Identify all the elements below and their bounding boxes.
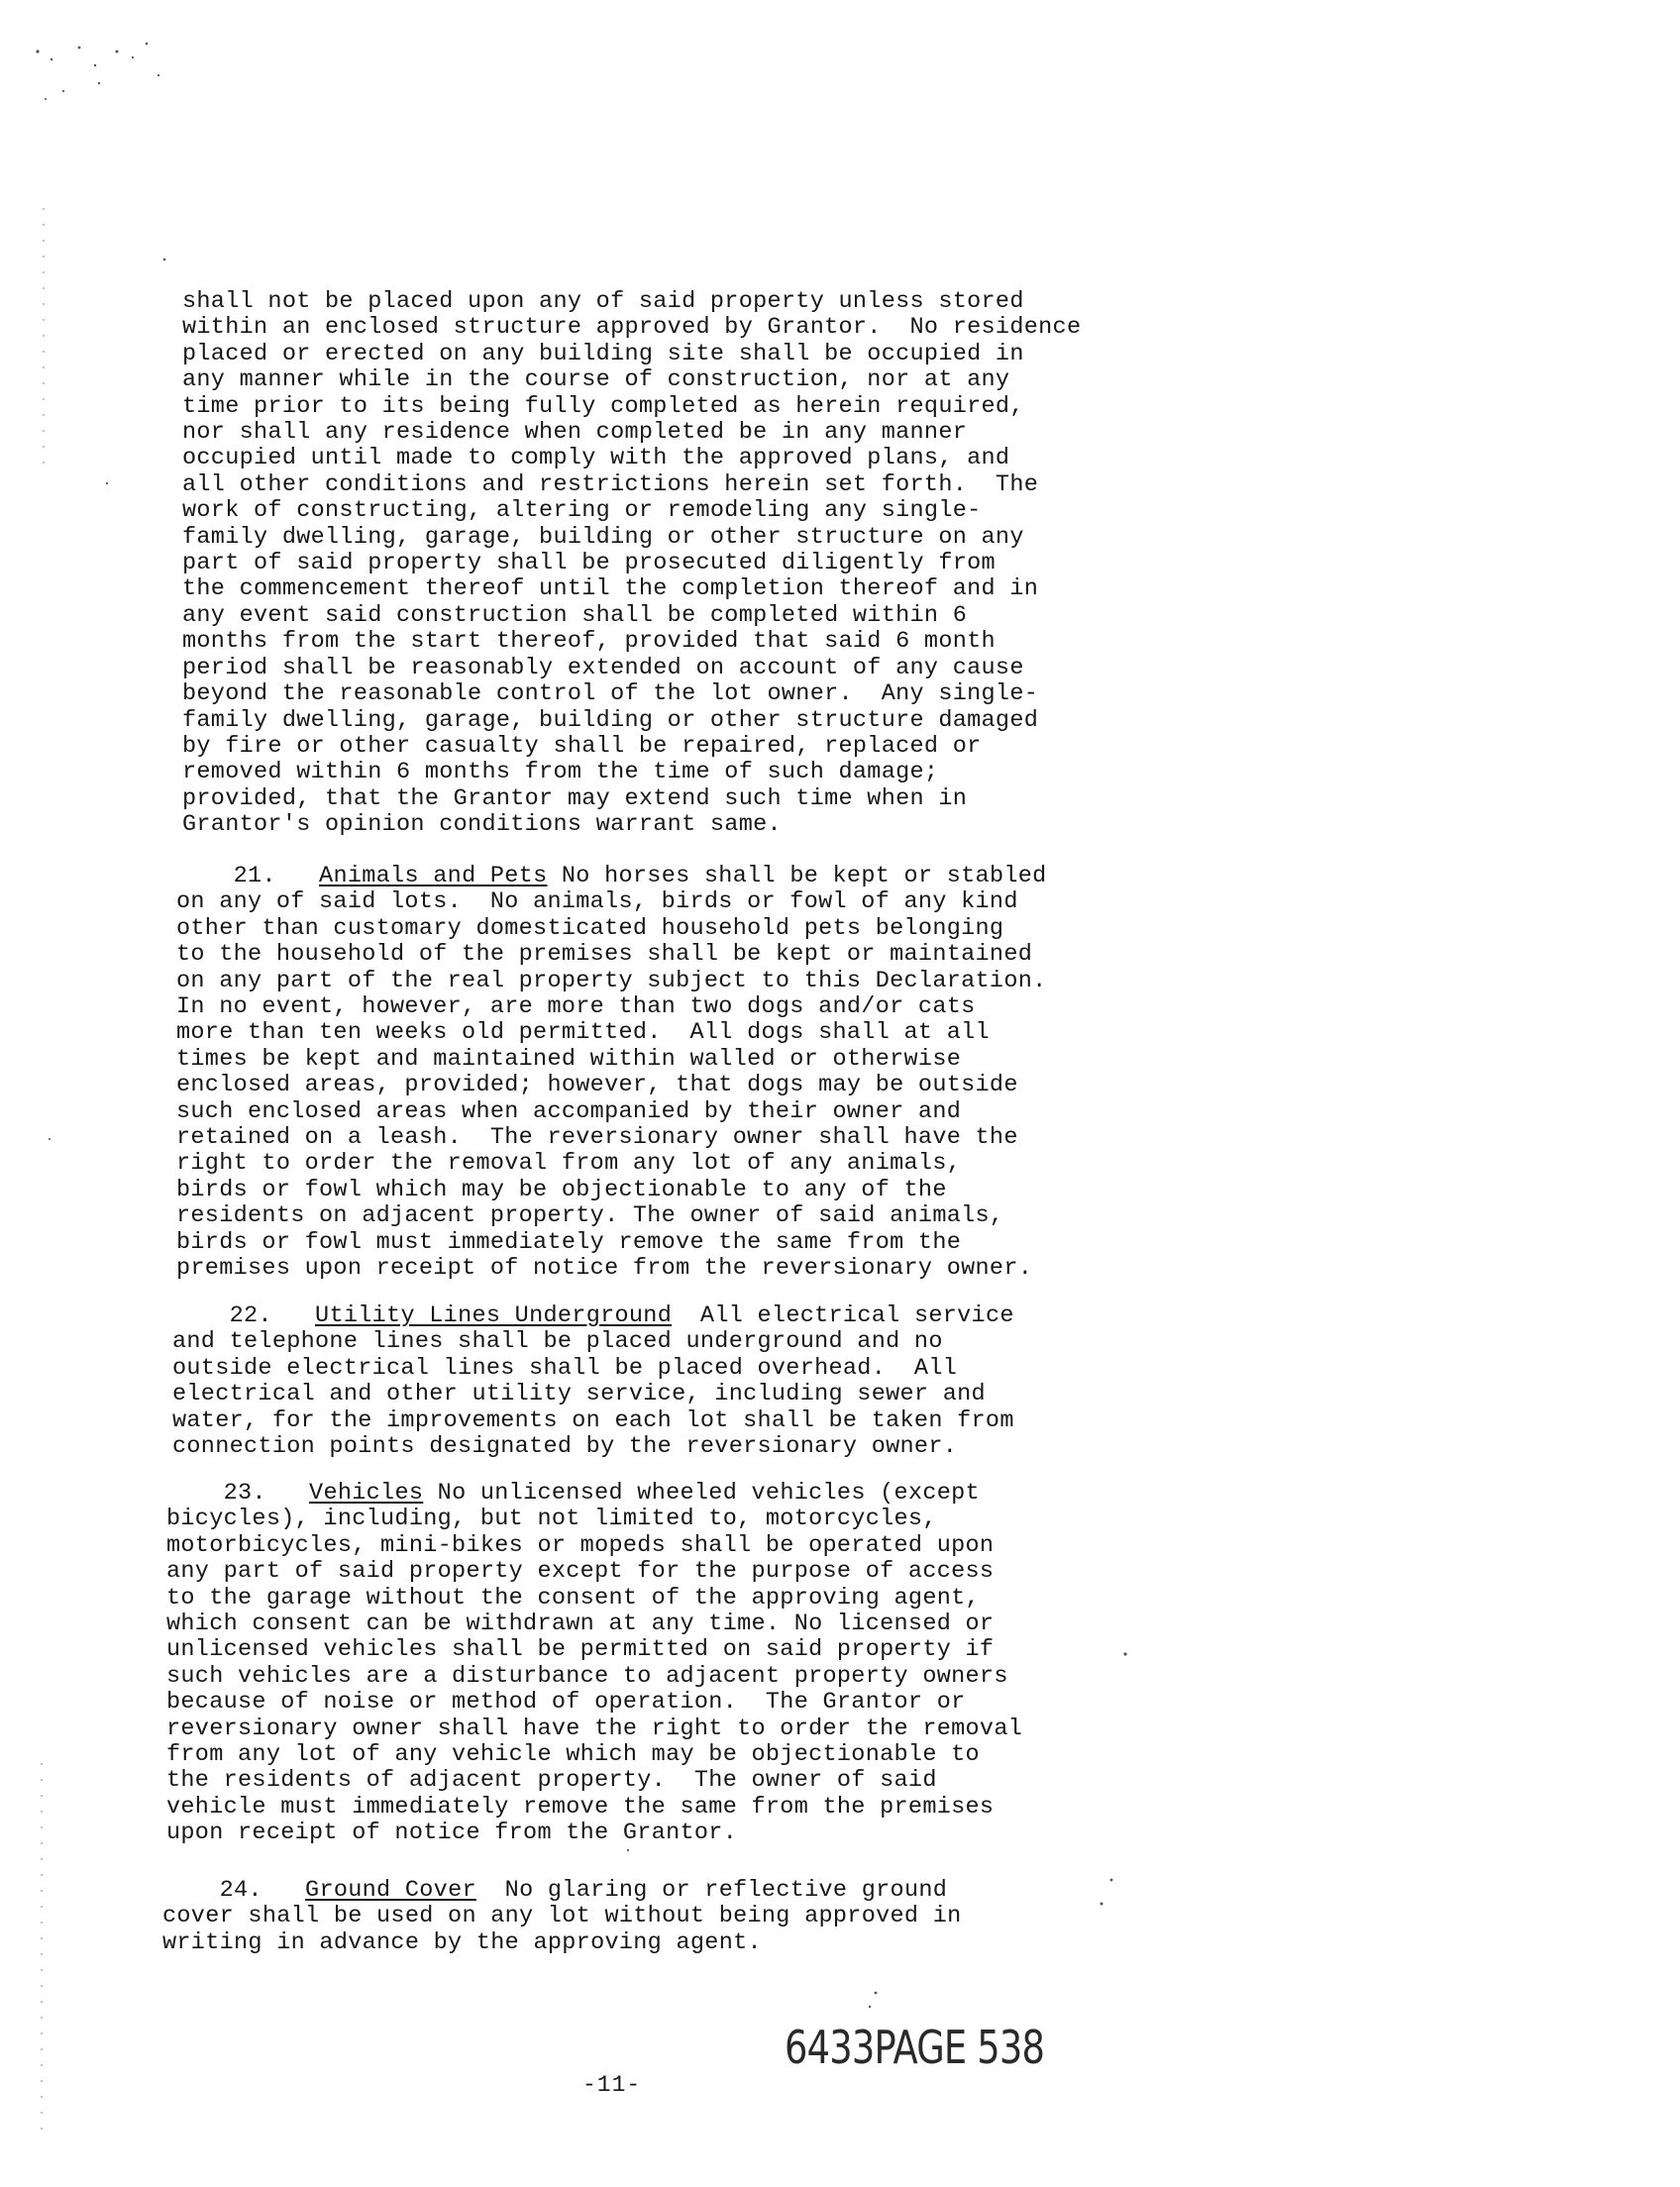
paragraph-continuation xyxy=(182,289,1193,839)
section-22-utility-lines-underground xyxy=(172,1303,1183,1460)
text-line: family dwelling, garage, building or other structure damaged xyxy=(182,706,1039,734)
text-line: upon receipt of notice from the Grantor. xyxy=(166,1820,738,1847)
text-line: provided, that the Grantor may extend such time when in xyxy=(182,784,968,812)
text-line: right to order the removal from any lot of any animals, xyxy=(176,1150,962,1178)
text-line: within an enclosed structure approved by Grantor. No residence xyxy=(182,314,1082,342)
text-line: months from the start thereof, provided that said 6 month xyxy=(182,628,996,656)
text-line: such vehicles are a disturbance to adjacent property owners xyxy=(166,1662,1008,1690)
section-first-line-text: No horses shall be kept or stabled xyxy=(547,863,1047,889)
text-line: such enclosed areas when accompanied by their owner and xyxy=(176,1097,962,1125)
section-number: 22. xyxy=(229,1302,272,1329)
section-number: 24. xyxy=(219,1877,262,1904)
text-line: outside electrical lines shall be placed overhead. All xyxy=(172,1354,958,1382)
text-line: placed or erected on any building site shall be occupied in xyxy=(182,340,1024,367)
text-line: to the garage without the consent of the approving agent, xyxy=(166,1584,980,1612)
section-heading: Utility Lines Underground xyxy=(315,1302,673,1329)
text-line: the residents of adjacent property. The owner of said xyxy=(166,1767,937,1795)
text-line: occupied until made to comply with the approved plans, and xyxy=(182,445,1010,472)
text-line: enclosed areas, provided; however, that dogs may be outside xyxy=(176,1072,1018,1099)
section-number: 23. xyxy=(223,1480,266,1507)
text-line: motorbicycles, mini-bikes or mopeds shall be operated upon xyxy=(166,1531,995,1559)
text-line: birds or fowl must immediately remove the same from the xyxy=(176,1228,962,1256)
text-line: period shall be reasonably extended on account of any cause xyxy=(182,654,1024,681)
text-line: any event said construction shall be completed within 6 xyxy=(182,601,968,629)
text-line: connection points designated by the reversionary owner. xyxy=(172,1433,958,1461)
text-line: to the household of the premises shall be kept or maintained xyxy=(176,941,1033,969)
section-21-animals-and-pets xyxy=(176,864,1187,1283)
section-first-line-text: All electrical service xyxy=(672,1302,1014,1329)
text-line: writing in advance by the approving agent. xyxy=(162,1928,762,1956)
text-line: bicycles), including, but not limited to, motorcycles, xyxy=(166,1506,937,1533)
text-line: and telephone lines shall be placed underground and no xyxy=(172,1328,943,1356)
text-line: water, for the improvements on each lot shall be taken from xyxy=(172,1406,1014,1434)
section-number: 21. xyxy=(233,863,276,889)
text-line: premises upon receipt of notice from the reversionary owner. xyxy=(176,1255,1033,1283)
text-line: any manner while in the course of construction, nor at any xyxy=(182,366,1010,394)
section-heading: Vehicles xyxy=(309,1480,424,1507)
text-line: unlicensed vehicles shall be permitted on said property if xyxy=(166,1636,995,1664)
section-first-line xyxy=(176,864,1187,889)
page-number: -11- xyxy=(582,2072,642,2098)
section-first-line xyxy=(162,1878,1173,1904)
text-line: retained on a leash. The reversionary owner shall have the xyxy=(176,1124,1018,1152)
text-line: all other conditions and restrictions herein set forth. The xyxy=(182,470,1039,498)
text-line: birds or fowl which may be objectionable to any of the xyxy=(176,1176,947,1203)
section-first-line-text: No unlicensed wheeled vehicles (except xyxy=(423,1480,980,1507)
text-line: removed within 6 months from the time of such damage; xyxy=(182,759,939,786)
text-line: part of said property shall be prosecuted diligently from xyxy=(182,550,996,577)
text-line: the commencement thereof until the completion thereof and in xyxy=(182,575,1039,603)
text-line: Grantor's opinion conditions warrant same. xyxy=(182,811,782,839)
text-line: reversionary owner shall have the right to order the removal xyxy=(166,1715,1023,1742)
text-line: family dwelling, garage, building or other structure on any xyxy=(182,523,1024,551)
text-line: In no event, however, are more than two dogs and/or cats xyxy=(176,993,976,1021)
text-line: beyond the reasonable control of the lot owner. Any single- xyxy=(182,680,1039,708)
text-line: other than customary domesticated household pets belonging xyxy=(176,914,1004,942)
section-heading: Ground Cover xyxy=(305,1877,476,1904)
book-page-stamp: 6433PAGE 538 xyxy=(785,2021,1045,2074)
text-line: cover shall be used on any lot without being approved in xyxy=(162,1903,962,1930)
section-first-line xyxy=(166,1481,1177,1507)
text-line: nor shall any residence when completed be in any manner xyxy=(182,419,968,447)
text-line: more than ten weeks old permitted. All dogs shall at all xyxy=(176,1019,990,1047)
text-line: by fire or other casualty shall be repaired, replaced or xyxy=(182,732,982,760)
text-line: time prior to its being fully completed as herein required, xyxy=(182,392,1024,420)
section-first-line-text: No glaring or reflective ground xyxy=(475,1877,948,1904)
text-line: because of noise or method of operation. The Grantor or xyxy=(166,1689,966,1717)
text-line: times be kept and maintained within walled or otherwise xyxy=(176,1045,962,1073)
text-line: which consent can be withdrawn at any time. No licensed or xyxy=(166,1611,995,1638)
section-heading: Animals and Pets xyxy=(319,863,548,889)
text-line: any part of said property except for the purpose of access xyxy=(166,1558,995,1586)
section-23-vehicles xyxy=(166,1481,1177,1847)
text-line: on any part of the real property subject to this Declaration. xyxy=(176,967,1047,994)
text-line: from any lot of any vehicle which may be objectionable to xyxy=(166,1741,980,1769)
text-line: electrical and other utility service, including sewer and xyxy=(172,1381,986,1408)
text-line: vehicle must immediately remove the same from the premises xyxy=(166,1793,995,1821)
section-24-ground-cover xyxy=(162,1878,1173,1956)
section-first-line xyxy=(172,1303,1183,1329)
text-line: on any of said lots. No animals, birds or fowl of any kind xyxy=(176,888,1018,916)
text-line: work of constructing, altering or remodeling any single- xyxy=(182,497,982,525)
text-line: shall not be placed upon any of said property unless stored xyxy=(182,288,1024,315)
text-line: residents on adjacent property. The owner of said animals, xyxy=(176,1202,1004,1230)
